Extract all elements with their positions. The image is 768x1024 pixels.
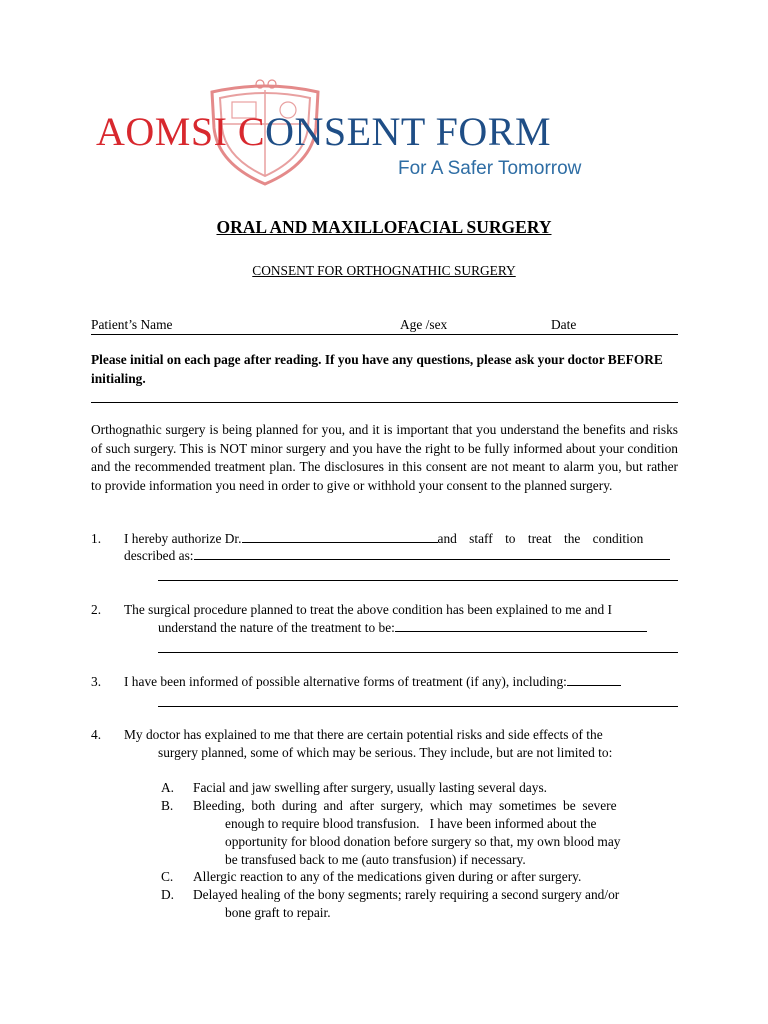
logo-text-red: AOMSI C bbox=[96, 109, 266, 154]
item-number: 3. bbox=[91, 674, 102, 689]
risk-text: Bleeding, both during and after surgery, which may sometimes be severe bbox=[193, 798, 617, 813]
logo-tagline: For A Safer Tomorrow bbox=[398, 158, 582, 179]
doctor-name-field[interactable] bbox=[242, 530, 438, 543]
document-subtitle: CONSENT FOR ORTHOGNATHIC SURGERY bbox=[252, 263, 516, 278]
treatment-field-line-2[interactable] bbox=[158, 652, 678, 653]
risk-text: opportunity for blood donation before surgery so that, my own blood may bbox=[225, 834, 621, 849]
patient-info-row bbox=[91, 316, 678, 335]
alternatives-field-line-2[interactable] bbox=[158, 706, 678, 707]
condition-field-line-2[interactable] bbox=[158, 580, 678, 581]
authorize-text: I hereby authorize Dr. bbox=[124, 531, 242, 546]
aomsi-logo bbox=[96, 78, 606, 188]
intro-paragraph: Orthognathic surgery is being planned for you, and it is important that you understand the benefits and risks of such surgery. This is NOT minor surgery and you have the right to be fully informed about your condition and the recommended treatment plan. The disclosures in this consent are not meant to alarm you, but rather to provide information you need in order to give or withhold your consent to the planned surgery. bbox=[91, 422, 678, 493]
alternatives-text: I have been informed of possible alternative forms of treatment (if any), including: bbox=[124, 674, 567, 689]
risk-letter: B. bbox=[161, 798, 174, 813]
item-number: 2. bbox=[91, 602, 102, 617]
date-label: Date bbox=[551, 317, 577, 332]
risk-text: bone graft to repair. bbox=[225, 905, 331, 920]
risk-letter: A. bbox=[161, 780, 175, 795]
risk-text: be transfused back to me (auto transfusion) if necessary. bbox=[225, 852, 526, 867]
risks-intro-line-1: My doctor has explained to me that there are certain potential risks and side effects of the bbox=[124, 727, 603, 742]
item-number: 1. bbox=[91, 531, 102, 546]
risks-intro-line-2: surgery planned, some of which may be serious. They include, but are not limited to: bbox=[158, 745, 613, 760]
described-as-text: described as: bbox=[124, 548, 194, 563]
initial-instruction: Please initial on each page after reading. If you have any questions, please ask your doctor BEFORE initialing. bbox=[91, 352, 663, 386]
alternatives-field[interactable] bbox=[567, 673, 621, 686]
risk-letter: D. bbox=[161, 887, 175, 902]
risk-letter: C. bbox=[161, 869, 174, 884]
risk-text: Delayed healing of the bony segments; rarely requiring a second surgery and/or bbox=[193, 887, 620, 902]
procedure-text: The surgical procedure planned to treat the above condition has been explained to me and I bbox=[124, 602, 612, 617]
document-title: ORAL AND MAXILLOFACIAL SURGERY bbox=[216, 217, 552, 237]
age-sex-label: Age /sex bbox=[400, 317, 448, 332]
divider-line bbox=[91, 402, 678, 403]
logo-text-blue: ONSENT FORM bbox=[265, 109, 552, 154]
risk-text: Facial and jaw swelling after surgery, usually lasting several days. bbox=[193, 780, 548, 795]
staff-text: and staff to treat the condition bbox=[437, 531, 644, 546]
risk-text: Allergic reaction to any of the medications given during or after surgery. bbox=[193, 869, 582, 884]
treatment-nature-text: understand the nature of the treatment to be: bbox=[158, 620, 395, 635]
condition-field[interactable] bbox=[194, 547, 670, 560]
patient-name-label: Patient’s Name bbox=[91, 317, 173, 332]
treatment-field[interactable] bbox=[395, 619, 647, 632]
item-number: 4. bbox=[91, 727, 102, 742]
risk-text: enough to require blood transfusion. I have been informed about the bbox=[225, 816, 597, 831]
